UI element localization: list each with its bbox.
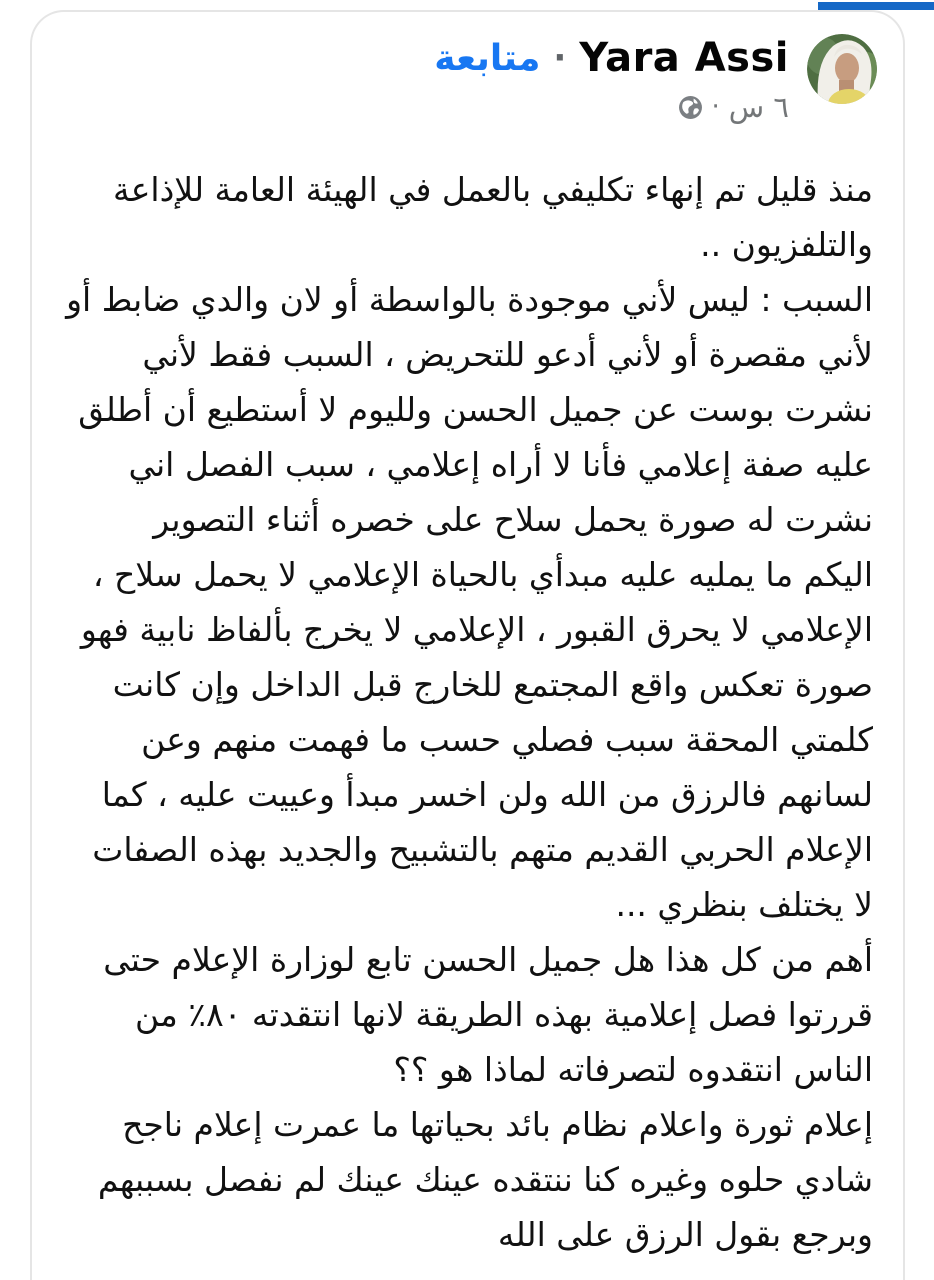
post-text-line: إعلام ثورة واعلام نظام بائد بحياتها ما عمرت إعلام ناجح	[122, 1105, 873, 1144]
header-text	[434, 34, 789, 124]
name-follow-separator: ·	[553, 38, 567, 78]
top-blue-bar	[818, 2, 934, 10]
author-name[interactable]: Yara Assi	[579, 35, 789, 81]
follow-link[interactable]: متابعة	[434, 37, 541, 79]
timestamp[interactable]: ٦ س	[728, 90, 789, 124]
post-card	[30, 10, 905, 1280]
post-text-line: نشرت له صورة يحمل سلاح على خصره أثناء التصوير	[153, 500, 873, 539]
post-text-line: نشرت بوست عن جميل الحسن ولليوم لا أستطيع أن أطلق	[78, 390, 873, 429]
post-text-line: أهم من كل هذا هل جميل الحسن تابع لوزارة الإعلام حتى	[103, 940, 873, 979]
post-text-line: الإعلام الحربي القديم متهم بالتشبيح والجديد بهذه الصفات	[92, 830, 873, 869]
post-text-line: وبرجع بقول الرزق على الله	[497, 1215, 873, 1254]
post-text-line: الإعلامي لا يحرق القبور ، الإعلامي لا يخرج بألفاظ نابية فهو	[80, 610, 873, 649]
post-header	[32, 12, 903, 124]
post-text-line: صورة تعكس واقع المجتمع للخارج قبل الداخل وإن كانت	[112, 665, 873, 704]
post-text-line: لأني مقصرة أو لأني أدعو للتحريض ، السبب فقط لأني	[142, 335, 873, 374]
profile-photo-icon	[807, 34, 877, 104]
post-text-line: اليكم ما يمليه عليه مبدأي بالحياة الإعلامي لا يحمل سلاح ،	[92, 555, 873, 594]
post-text-line: لا يختلف بنظري ...	[615, 885, 873, 924]
post-text-line: الناس انتقدوه لتصرفاته لماذا هو ؟؟	[393, 1050, 873, 1089]
meta-row	[434, 90, 789, 124]
avatar[interactable]	[807, 34, 877, 104]
post-text-line: كلمتي المحقة سبب فصلي حسب ما فهمت منهم وعن	[141, 720, 873, 759]
post-text-line: عليه صفة إعلامي فأنا لا أراه إعلامي ، سبب الفصل اني	[128, 445, 873, 484]
post-text-line: لسانهم فالرزق من الله ولن اخسر مبدأ وعييت عليه ، كما	[101, 775, 873, 814]
meta-separator: ·	[711, 92, 720, 122]
globe-icon	[678, 95, 703, 120]
post-text-line: شادي حلوه وغيره كنا ننتقده عينك عينك لم نفصل بسببهم	[97, 1160, 873, 1199]
post-text-line: والتلفزيون ..	[700, 225, 873, 264]
name-row	[434, 35, 789, 81]
post-text-line: السبب : ليس لأني موجودة بالواسطة أو لان والدي ضابط أو	[66, 280, 873, 319]
post-body	[32, 124, 903, 1262]
post-text-line: منذ قليل تم إنهاء تكليفي بالعمل في الهيئة العامة للإذاعة	[113, 170, 873, 209]
post-text-line: قررتوا فصل إعلامية بهذه الطريقة لانها انتقدته ٨٠٪ من	[134, 995, 873, 1034]
